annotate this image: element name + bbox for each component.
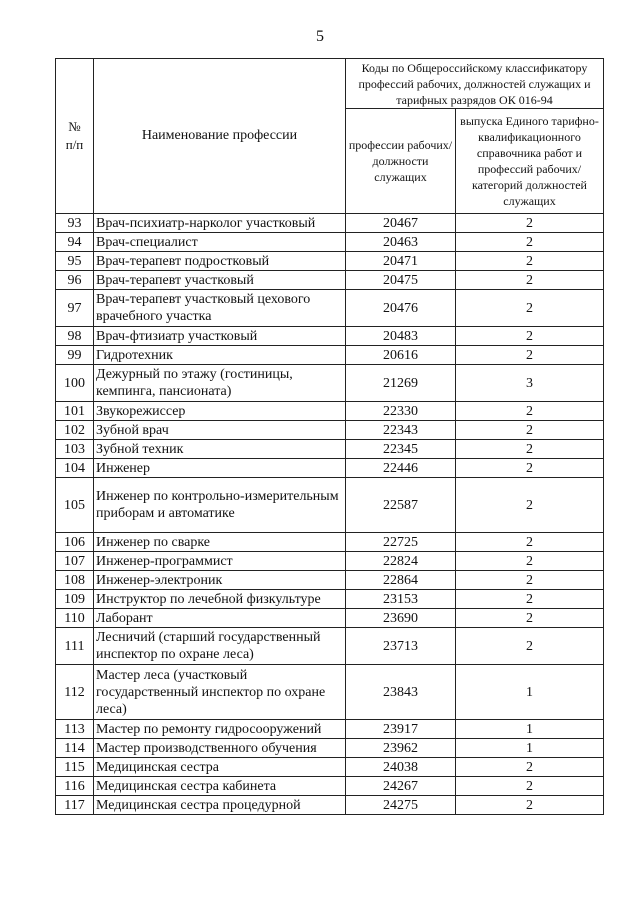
table-row bbox=[56, 440, 604, 459]
row-number: 96 bbox=[56, 271, 94, 290]
row-profession: Врач-терапевт подростковый bbox=[94, 252, 346, 271]
row-grade: 2 bbox=[456, 552, 604, 571]
table-row bbox=[56, 459, 604, 478]
row-profession: Врач-терапевт участковый bbox=[94, 271, 346, 290]
row-code: 20475 bbox=[346, 271, 456, 290]
row-code: 24267 bbox=[346, 777, 456, 796]
row-code: 22345 bbox=[346, 440, 456, 459]
row-code: 20616 bbox=[346, 346, 456, 365]
row-code: 20467 bbox=[346, 214, 456, 233]
row-profession: Инженер по контрольно-измерительным приборам и автоматике bbox=[94, 478, 346, 533]
table-row bbox=[56, 402, 604, 421]
row-code: 23917 bbox=[346, 720, 456, 739]
table-row bbox=[56, 739, 604, 758]
header-codes-group: Коды по Общероссийскому классификатору профессий рабочих, должностей служащих и тарифных разрядов ОК 016-94 bbox=[346, 59, 604, 109]
row-code: 23962 bbox=[346, 739, 456, 758]
row-number: 94 bbox=[56, 233, 94, 252]
row-code: 24275 bbox=[346, 796, 456, 815]
row-number: 105 bbox=[56, 478, 94, 533]
row-number: 103 bbox=[56, 440, 94, 459]
row-code: 21269 bbox=[346, 365, 456, 402]
row-profession: Медицинская сестра bbox=[94, 758, 346, 777]
table-row bbox=[56, 720, 604, 739]
row-grade: 1 bbox=[456, 739, 604, 758]
row-profession: Медицинская сестра процедурной bbox=[94, 796, 346, 815]
row-grade: 1 bbox=[456, 665, 604, 720]
row-profession: Гидротехник bbox=[94, 346, 346, 365]
table-row bbox=[56, 533, 604, 552]
table-row bbox=[56, 628, 604, 665]
row-grade: 1 bbox=[456, 720, 604, 739]
row-profession: Врач-психиатр-нарколог участковый bbox=[94, 214, 346, 233]
row-grade: 2 bbox=[456, 758, 604, 777]
table-row bbox=[56, 327, 604, 346]
row-number: 106 bbox=[56, 533, 94, 552]
row-code: 22330 bbox=[346, 402, 456, 421]
table-row bbox=[56, 271, 604, 290]
table-row bbox=[56, 290, 604, 327]
table-row bbox=[56, 421, 604, 440]
header-number bbox=[56, 59, 94, 214]
table-row bbox=[56, 777, 604, 796]
row-grade: 2 bbox=[456, 609, 604, 628]
row-code: 23153 bbox=[346, 590, 456, 609]
table-row bbox=[56, 665, 604, 720]
table-row bbox=[56, 346, 604, 365]
professions-table bbox=[55, 58, 604, 815]
row-grade: 2 bbox=[456, 777, 604, 796]
row-grade: 2 bbox=[456, 421, 604, 440]
header-name: Наименование профессии bbox=[94, 59, 346, 214]
row-number: 101 bbox=[56, 402, 94, 421]
row-code: 20471 bbox=[346, 252, 456, 271]
row-number: 107 bbox=[56, 552, 94, 571]
row-grade: 2 bbox=[456, 590, 604, 609]
row-grade: 2 bbox=[456, 214, 604, 233]
row-grade: 2 bbox=[456, 233, 604, 252]
row-profession: Врач-терапевт участковый цехового врачебного участка bbox=[94, 290, 346, 327]
row-grade: 2 bbox=[456, 478, 604, 533]
row-profession: Инженер по сварке bbox=[94, 533, 346, 552]
row-profession: Дежурный по этажу (гостиницы, кемпинга, пансионата) bbox=[94, 365, 346, 402]
row-profession: Инженер-электроник bbox=[94, 571, 346, 590]
row-number: 98 bbox=[56, 327, 94, 346]
table-row bbox=[56, 214, 604, 233]
row-code: 24038 bbox=[346, 758, 456, 777]
row-code: 22587 bbox=[346, 478, 456, 533]
row-grade: 2 bbox=[456, 346, 604, 365]
row-number: 108 bbox=[56, 571, 94, 590]
row-profession: Врач-фтизиатр участковый bbox=[94, 327, 346, 346]
row-profession: Врач-специалист bbox=[94, 233, 346, 252]
table-row bbox=[56, 233, 604, 252]
row-profession: Медицинская сестра кабинета bbox=[94, 777, 346, 796]
row-grade: 2 bbox=[456, 571, 604, 590]
row-code: 23690 bbox=[346, 609, 456, 628]
table-row bbox=[56, 478, 604, 533]
row-number: 97 bbox=[56, 290, 94, 327]
row-profession: Мастер производственного обучения bbox=[94, 739, 346, 758]
row-grade: 2 bbox=[456, 290, 604, 327]
table-row bbox=[56, 590, 604, 609]
table-row bbox=[56, 571, 604, 590]
row-profession: Инженер-программист bbox=[94, 552, 346, 571]
row-code: 22725 bbox=[346, 533, 456, 552]
row-code: 22864 bbox=[346, 571, 456, 590]
row-number: 109 bbox=[56, 590, 94, 609]
row-code: 22824 bbox=[346, 552, 456, 571]
row-number: 99 bbox=[56, 346, 94, 365]
row-number: 113 bbox=[56, 720, 94, 739]
row-number: 110 bbox=[56, 609, 94, 628]
row-number: 95 bbox=[56, 252, 94, 271]
row-profession: Звукорежиссер bbox=[94, 402, 346, 421]
row-number: 102 bbox=[56, 421, 94, 440]
row-grade: 2 bbox=[456, 327, 604, 346]
row-code: 20476 bbox=[346, 290, 456, 327]
row-number: 104 bbox=[56, 459, 94, 478]
row-grade: 2 bbox=[456, 271, 604, 290]
row-number: 117 bbox=[56, 796, 94, 815]
header-code: профессии рабочих/ должности служащих bbox=[346, 109, 456, 214]
row-profession: Лесничий (старший государственный инспектор по охране леса) bbox=[94, 628, 346, 665]
header-grade: выпуска Единого тарифно-квалификационного справочника работ и профессий рабочих/категорий должностей служащих bbox=[456, 109, 604, 214]
table-header bbox=[56, 59, 604, 214]
table-row bbox=[56, 365, 604, 402]
row-profession: Инструктор по лечебной физкультуре bbox=[94, 590, 346, 609]
row-grade: 2 bbox=[456, 628, 604, 665]
row-grade: 2 bbox=[456, 459, 604, 478]
table-row bbox=[56, 758, 604, 777]
row-grade: 2 bbox=[456, 533, 604, 552]
row-number: 114 bbox=[56, 739, 94, 758]
row-grade: 2 bbox=[456, 252, 604, 271]
row-code: 23713 bbox=[346, 628, 456, 665]
row-number: 115 bbox=[56, 758, 94, 777]
row-profession: Зубной техник bbox=[94, 440, 346, 459]
row-grade: 3 bbox=[456, 365, 604, 402]
table-row bbox=[56, 796, 604, 815]
row-code: 22446 bbox=[346, 459, 456, 478]
row-grade: 2 bbox=[456, 440, 604, 459]
row-number: 116 bbox=[56, 777, 94, 796]
table-row bbox=[56, 552, 604, 571]
row-code: 22343 bbox=[346, 421, 456, 440]
row-grade: 2 bbox=[456, 402, 604, 421]
row-grade: 2 bbox=[456, 796, 604, 815]
row-profession: Мастер леса (участковый государственный инспектор по охране леса) bbox=[94, 665, 346, 720]
row-number: 100 bbox=[56, 365, 94, 402]
table-row bbox=[56, 252, 604, 271]
row-code: 23843 bbox=[346, 665, 456, 720]
row-number: 111 bbox=[56, 628, 94, 665]
row-profession: Мастер по ремонту гидросооружений bbox=[94, 720, 346, 739]
row-code: 20463 bbox=[346, 233, 456, 252]
row-number: 93 bbox=[56, 214, 94, 233]
header-number-label: № п/п bbox=[65, 119, 84, 152]
row-profession: Инженер bbox=[94, 459, 346, 478]
table-row bbox=[56, 609, 604, 628]
row-profession: Лаборант bbox=[94, 609, 346, 628]
row-profession: Зубной врач bbox=[94, 421, 346, 440]
row-code: 20483 bbox=[346, 327, 456, 346]
page-number: 5 bbox=[316, 28, 324, 45]
row-number: 112 bbox=[56, 665, 94, 720]
